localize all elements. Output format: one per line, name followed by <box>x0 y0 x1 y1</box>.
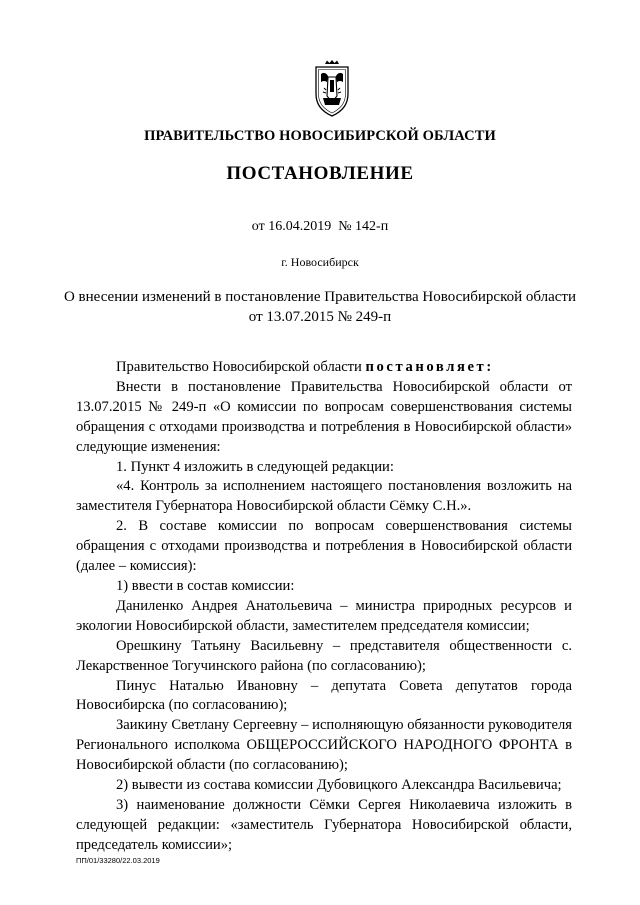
paragraph-9: Заикину Светлану Сергеевну – исполняющую обязанности руководителя Регионального исполкома ОБЩЕРОССИЙСКОГО НАРОДНОГО ФРОНТА в Новосибирской области (по согласованию); <box>76 717 572 774</box>
paragraph-1: Внести в постановление Правительства Новосибирской области от 13.07.2015 № 249-п «О комиссии по вопросам совершенствования системы обращения с отходами производства и потребления в Новосибирской области» следующие изменения: <box>76 378 572 455</box>
paragraph-10: 2) вывести из состава комиссии Дубовицкого Александра Васильевича; <box>116 777 562 794</box>
paragraph-3: «4. Контроль за исполнением настоящего постановления возложить на заместителя Губернатора Новосибирской области Сёмку С.Н.». <box>76 478 572 515</box>
subject-line-2: от 13.07.2015 № 249-п <box>248 309 392 325</box>
paragraph-2: 1. Пункт 4 изложить в следующей редакции: <box>116 458 394 475</box>
paragraph-5: 1) ввести в состав комиссии: <box>116 577 295 594</box>
document-type: ПОСТАНОВЛЕНИЕ <box>226 163 414 184</box>
document-code: ПП/01/33280/22.03.2019 <box>76 856 160 865</box>
paragraph-6: Даниленко Андрея Анатольевича – министра природных ресурсов и экологии Новосибирской области, заместителем председателя комиссии; <box>76 597 572 634</box>
paragraph-8: Пинус Наталью Ивановну – депутата Совета депутатов города Новосибирска (по согласованию); <box>76 677 572 714</box>
government-name: ПРАВИТЕЛЬСТВО НОВОСИБИРСКОЙ ОБЛАСТИ <box>144 128 496 144</box>
intro-prefix: Правительство Новосибирской области <box>116 359 366 375</box>
document-body <box>76 358 572 856</box>
intro-verb: постановляет: <box>365 359 494 375</box>
paragraph-7: Орешкину Татьяну Васильевну – представителя общественности с. Лекарственное Тогучинского района (по согласованию); <box>76 637 572 674</box>
document-city: г. Новосибирск <box>281 255 359 269</box>
intro-paragraph <box>76 358 572 378</box>
paragraph-4: 2. В составе комиссии по вопросам совершенствования системы обращения с отходами производства и потребления в Новосибирской области (далее – комиссия): <box>76 518 572 575</box>
subject-line-1: О внесении изменений в постановление Правительства Новосибирской области <box>63 289 577 305</box>
document-date-number: от 16.04.2019 № 142-п <box>251 219 389 234</box>
paragraph-11: 3) наименование должности Сёмки Сергея Николаевича изложить в следующей редакции: «заместитель Губернатора Новосибирской области, председатель комиссии»; <box>76 796 572 853</box>
document-subject <box>0 287 640 327</box>
coat-of-arms-icon <box>313 60 351 118</box>
